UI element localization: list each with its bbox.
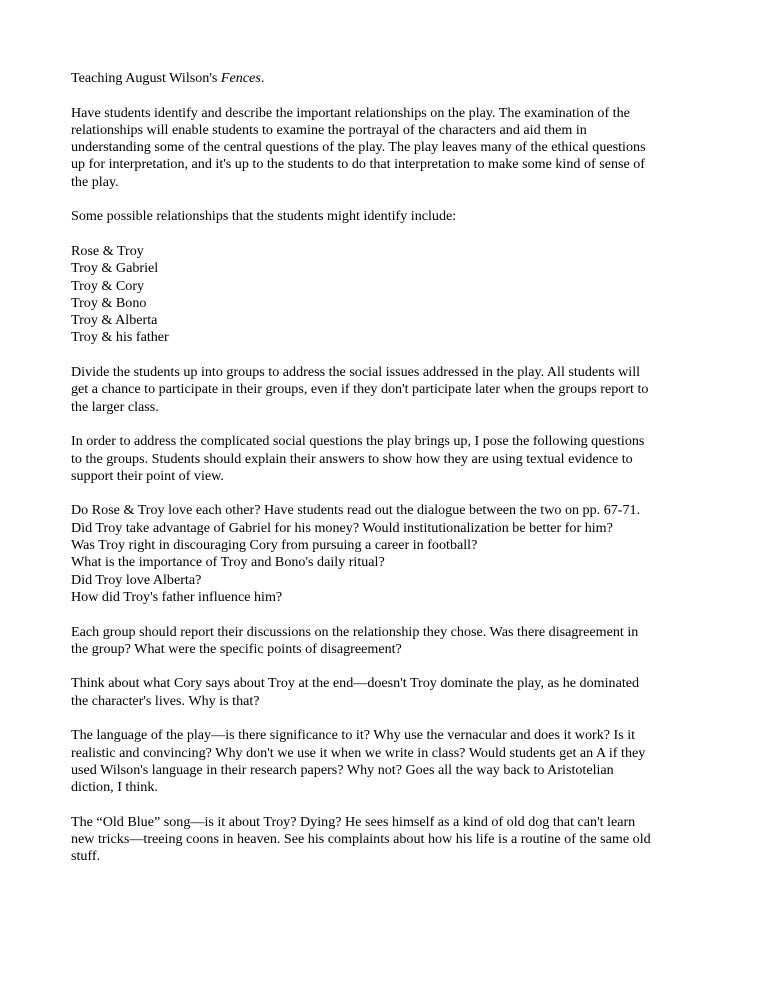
question-item: Was Troy right in discouraging Cory from pursuing a career in football? [71,537,478,554]
document-page [71,70,701,883]
questions-intro-line: In order to address the complicated social questions the play brings up, I pose the following questions [71,433,645,450]
relationship-item: Troy & his father [71,329,169,346]
report-paragraph [71,624,701,659]
document-title [71,70,701,87]
intro-line: Have students identify and describe the important relationships on the play. The examination of the [71,104,630,121]
question-item: Do Rose & Troy love each other? Have students read out the dialogue between the two on pp. 67-71. [71,502,641,519]
questions-list [71,502,701,606]
question-item: Did Troy love Alberta? [71,571,202,588]
report-line: the group? What were the specific points of disagreement? [71,640,402,657]
language-line: diction, I think. [71,779,158,796]
relationship-item: Troy & Bono [71,294,147,311]
cory-paragraph [71,675,701,710]
relationship-item: Rose & Troy [71,242,144,259]
intro-paragraph [71,105,701,191]
questions-intro-paragraph [71,433,701,485]
intro-line: relationships will enable students to examine the portrayal of the characters and aid them in [71,121,587,138]
title-work: Fences [220,70,261,86]
relationship-item: Troy & Alberta [71,312,158,329]
intro-line: understanding some of the central questions of the play. The play leaves many of the ethical questions [71,139,646,156]
question-item: How did Troy's father influence him? [71,588,283,605]
song-paragraph [71,814,701,866]
intro-line: the play. [71,173,119,190]
groups-line: Divide the students up into groups to address the social issues addressed in the play. All students will [71,364,641,381]
language-line: realistic and convincing? Why don't we use it when we write in class? Would students get an A if they [71,744,646,761]
intro-line: up for interpretation, and it's up to the students to do that interpretation to make some kind of sense of [71,156,645,173]
relationships-intro: Some possible relationships that the students might identify include: [71,208,457,225]
language-paragraph [71,727,701,796]
relationship-item: Troy & Cory [71,277,145,294]
questions-intro-line: support their point of view. [71,467,224,484]
relationships-list [71,243,701,347]
language-line: The language of the play—is there significance to it? Why use the vernacular and does it work? Is it [71,727,636,744]
song-line: The “Old Blue” song—is it about Troy? Dying? He sees himself as a kind of old dog that can't learn [71,813,636,830]
song-line: new tricks—treeing coons in heaven. See his complaints about how his life is a routine of the same old [71,831,651,848]
groups-line: get a chance to participate in their groups, even if they don't participate later when the groups report to [71,381,649,398]
groups-line: the larger class. [71,398,159,415]
title-suffix: . [260,70,265,86]
cory-line: the character's lives. Why is that? [71,692,260,709]
question-item: Did Troy take advantage of Gabriel for his money? Would institutionalization be better for him? [71,519,613,536]
question-item: What is the importance of Troy and Bono's daily ritual? [71,554,385,571]
title-prefix: Teaching August Wilson's [71,70,221,86]
groups-paragraph [71,364,701,416]
questions-intro-line: to the groups. Students should explain their answers to show how they are using textual evidence to [71,450,633,467]
relationship-item: Troy & Gabriel [71,260,159,277]
report-line: Each group should report their discussions on the relationship they chose. Was there disagreement in [71,623,639,640]
cory-line: Think about what Cory says about Troy at the end—doesn't Troy dominate the play, as he dominated [71,675,640,692]
song-line: stuff. [71,848,101,865]
language-line: used Wilson's language in their research papers? Why not? Goes all the way back to Aristotelian [71,761,614,778]
